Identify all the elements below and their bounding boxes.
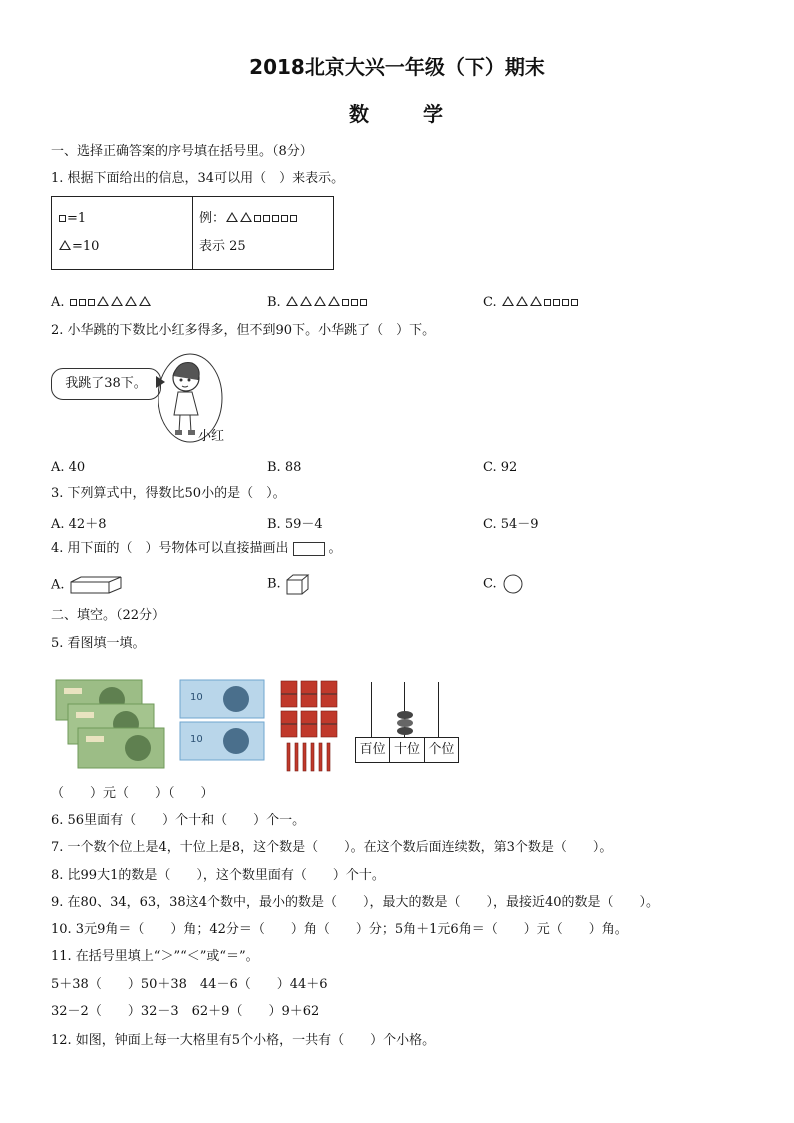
q1-example-meaning: 表示 25	[199, 239, 246, 254]
q11-text: 11. 在括号里填上“＞”“＜”或“＝”。	[51, 949, 259, 964]
q7-text: 7. 一个数个位上是4，十位上是8，这个数是（ ）。在这个数后面连续数，第3个数是（ ）。	[51, 840, 613, 855]
q10-text: 10. 3元9角＝（ ）角；42分＝（ ）角（ ）分；5角＋1元6角＝（ ）元（ ）角。	[51, 922, 628, 937]
cuboid-icon	[69, 576, 125, 594]
triangle-icon	[240, 212, 252, 222]
q3-option-a[interactable]: A. 42＋8	[51, 517, 107, 532]
abacus-beads	[394, 710, 416, 738]
subject-char-1: 数	[349, 102, 371, 126]
svg-text:10: 10	[190, 734, 203, 745]
q4-option-b[interactable]: B.	[267, 573, 313, 595]
counting-sticks-image	[279, 679, 341, 773]
small-square-icon	[59, 215, 66, 222]
q11-row1: 5＋38（ ）50＋38 44－6（ ）44＋6	[51, 977, 328, 992]
q1-example-cell: 例： 表示 25	[193, 197, 334, 270]
abacus-place-labels	[355, 737, 459, 763]
section1-heading: 一、选择正确答案的序号填在括号里。（8分）	[51, 144, 313, 159]
triangle-icon	[59, 240, 71, 250]
q6-text: 6. 56里面有（ ）个十和（ ）个一。	[51, 813, 306, 828]
speech-bubble: 我跳了38下。	[51, 368, 161, 400]
q2-text: 2. 小华跳的下数比小红多得多，但不到90下。小华跳了（ ）下。	[51, 323, 436, 338]
q3-option-b[interactable]: B. 59－4	[267, 517, 323, 532]
q9-text: 9. 在80、34，63，38这4个数中，最小的数是（ ），最大的数是（ ），最接近40的数是（ ）。	[51, 895, 660, 910]
q5-text: 5. 看图填一填。	[51, 636, 146, 651]
abacus-rod-ones	[438, 682, 439, 737]
q2-option-a[interactable]: A. 40	[51, 460, 86, 475]
q1-text: 1. 根据下面给出的信息，34可以用（ ）来表示。	[51, 171, 345, 186]
q12-text: 12. 如图，钟面上每一大格里有5个小格，一共有（ ）个小格。	[51, 1033, 436, 1048]
q4-text: 4. 用下面的（ ）号物体可以直接描画出 。	[51, 541, 342, 556]
q8-text: 8. 比99大1的数是（ ），这个数里面有（ ）个十。	[51, 868, 385, 883]
q2-option-c[interactable]: C. 92	[483, 460, 518, 475]
q1-legend-cell: =1 =10	[52, 197, 193, 270]
q5-answer-line[interactable]: （ ）元（ ）（ ）	[51, 786, 214, 801]
q3-text: 3. 下列算式中，得数比50小的是（ ）。	[51, 486, 286, 501]
q1-info-table	[51, 196, 334, 270]
q4-option-a[interactable]: A.	[51, 576, 125, 594]
section2-heading: 二、填空。（22分）	[51, 608, 166, 623]
svg-text:10: 10	[190, 692, 203, 703]
one-yuan-notes-image	[54, 678, 166, 772]
subject-title	[0, 98, 794, 127]
rectangle-icon	[293, 542, 325, 556]
q1-option-c[interactable]: C.	[483, 295, 579, 310]
page-title: 2018北京大兴一年级（下）期末	[249, 55, 545, 79]
small-square-icon	[254, 215, 261, 222]
triangle-icon	[226, 212, 238, 222]
q3-option-c[interactable]: C. 54－9	[483, 517, 539, 532]
q11-row2: 32－2（ ）32－3 62＋9（ ）9＋62	[51, 1004, 320, 1019]
sphere-icon	[501, 573, 525, 595]
q1-option-b[interactable]: B.	[267, 295, 368, 310]
abacus-label-tens: 十位	[390, 738, 424, 762]
abacus-label-hundreds: 百位	[356, 738, 390, 762]
subject-char-2: 学	[423, 102, 445, 126]
ten-yuan-notes-image	[178, 678, 266, 762]
cube-icon	[285, 573, 313, 595]
abacus-label-ones: 个位	[428, 742, 455, 757]
q1-option-a[interactable]: A.	[51, 295, 152, 310]
girl-label: 小红	[198, 429, 225, 444]
abacus-rod-hundreds	[371, 682, 372, 737]
q2-option-b[interactable]: B. 88	[267, 460, 302, 475]
q4-option-c[interactable]: C.	[483, 573, 525, 595]
